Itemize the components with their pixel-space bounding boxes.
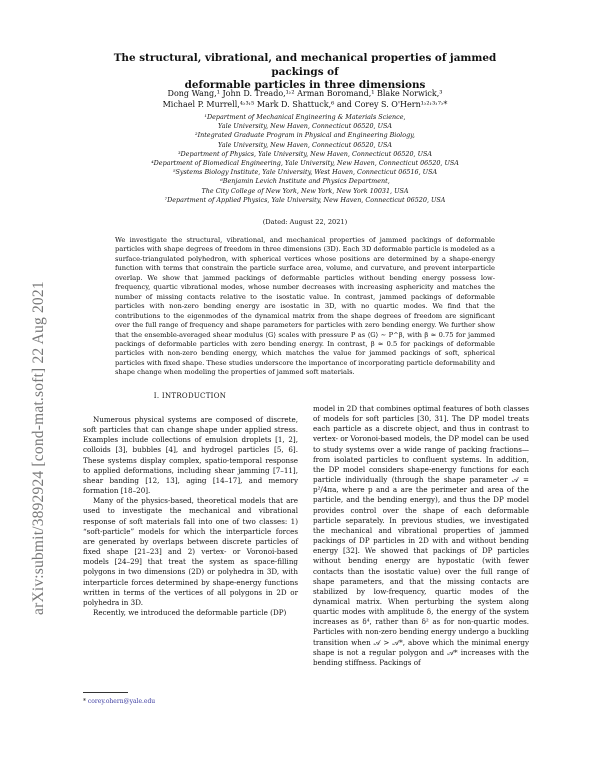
abstract: We investigate the structural, vibrational, and mechanical properties of jammed packings of deformable particles with shape degrees of freedom in three dimensions (3D). Each 3D deformable particle is modeled as a surface-triangulated polyhedron, with spherical vertices whose positions are determined by a shape-energy function with terms that constrain the particle surface area, volume, and curvature, and prevent interparticle overlap. We show that jammed packings of deformable particles without bending energy possess low-frequency, quartic vibrational modes, whose number decreases with increasing asphericity and matches the number of missing contacts relative to the isostatic value. In contrast, jammed packings of deformable particles with non-zero bending energy are isostatic in 3D, with no quartic modes. We find that the contributions to the eigenmodes of the dynamical matrix from the shape degrees of freedom are significant over the full range of frequency and shape parameters for particles with zero bending energy. We further show that the ensemble-averaged shear modulus ⟨G⟩ scales with pressure P as ⟨G⟩ ∼ P^β, with β ≈ 0.75 for jammed packings of deformable particles with zero bending energy. In contrast, β ≈ 0.5 for packings of deformable particles with non-zero bending energy, which matches the value for jammed packings of soft, spherical particles with fixed shape. These studies underscore the importance of incorporating particle deformability and shape change when modeling the properties of jammed soft materials. — [115, 236, 495, 377]
footnote-divider — [83, 692, 128, 693]
right-column — [313, 404, 529, 668]
paragraph: Many of the physics-based, theoretical models that are used to investigate the mechanical and vibrational response of soft materials fall into one of two classes: 1) “soft-particle” models for which the interparticle forces are generated by overlaps between discrete particles of fixed shape [21–23] and 2) vertex- or Voronoi-based models [24–29] that treat the system as space-filling polygons in two dimensions (2D) or polyhedra in 3D, with interparticle forces determined by shape-energy functions written in terms of the vertices of all polygons in 2D or polyhedra in 3D. — [83, 496, 298, 607]
affiliation-line: ⁵Systems Biology Institute, Yale University, West Haven, Connecticut 06516, USA — [172, 168, 438, 177]
affiliation-line: Yale University, New Haven, Connecticut 06520, USA — [218, 122, 392, 131]
affiliation-line: ⁴Department of Biomedical Engineering, Yale University, New Haven, Connecticut 06520, USA — [151, 159, 459, 168]
affiliation-line: ²Integrated Graduate Program in Physical and Engineering Biology, — [195, 131, 415, 140]
arxiv-identifier: arXiv:submit/3892924 [cond-mat.soft] 22 Aug 2021 — [30, 281, 47, 615]
paragraph: model in 2D that combines optimal features of both classes of models for soft particles [30, 31]. The DP model treats each particle as a discrete object, and thus in contrast to vertex- or Voronoi-based models, the DP model can be used to study systems over a wide range of packing fractions—from isolated particles to confluent systems. In addition, the DP model considers shape-energy functions for each particle individually (through the shape parameter 𝒜 = p²/4πa, where p and a are the perimeter and area of the particle, and the bending energy), and thus the DP model provides control over the shape of each deformable particle separately. In previous studies, we investigated the mechanical and vibrational properties of jammed packings of DP particles in 2D with and without bending energy [32]. We showed that packings of DP particles without bending energy are hypostatic (with fewer contacts than the isostatic value) over the full range of shape parameters, and that the missing contacts are stabilized by low-frequency, quartic modes of the dynamical matrix. When perturbing the system along quartic modes with amplitude δ, the energy of the system increases as δ⁴, rather than δ² as for non-quartic modes. Particles with non-zero bending energy undergo a buckling transition when 𝒜 > 𝒜*, above which the minimal energy shape is not a regular polygon and 𝒜* increases with the bending stiffness. Packings of — [313, 404, 529, 667]
affiliation-line: ⁶Benjamin Levich Institute and Physics Department, — [220, 177, 390, 186]
paper-title — [95, 52, 515, 93]
footnote-marker: * — [83, 698, 86, 705]
affiliation-line: ¹Department of Mechanical Engineering & Materials Science, — [204, 113, 406, 121]
arxiv-sidebar-stamp — [10, 215, 50, 615]
affiliation-line: ³Department of Physics, Yale University, New Haven, Connecticut 06520, USA — [178, 149, 432, 158]
affiliation-line: The City College of New York, New York, New York 10031, USA — [201, 186, 409, 195]
affiliation-line: Yale University, New Haven, Connecticut 06520, USA — [218, 140, 392, 149]
title-line-2: deformable particles in three dimensions — [184, 79, 426, 91]
paragraph: Numerous physical systems are composed of discrete, soft particles that can change shape under applied stress. Examples include collections of emulsion droplets [1, 2], colloids [3], bubbles [4], and hydrogel particles [5, 6]. These systems display complex, spatio-temporal response to applied deformations, including shear jamming [7–11], shear banding [12, 13], aging [14–17], and memory formation [18–20]. — [83, 415, 298, 496]
section-heading: I. INTRODUCTION — [153, 392, 227, 400]
affiliation-line: ⁷Department of Applied Physics, Yale University, New Haven, Connecticut 06520, USA — [164, 195, 446, 204]
footnote-email-link[interactable]: corey.ohern@yale.edu — [87, 698, 156, 705]
authors-line-2: Michael P. Murrell,⁴˒³˒⁵ Mark D. Shattuck,⁶ and Corey S. O'Hern¹˒²˒³˒⁷˒* — [162, 100, 448, 109]
authors-line-1: Dong Wang,¹ John D. Treado,¹˒² Arman Boromand,¹ Blake Norwick,³ — [167, 89, 443, 98]
dated-line: (Dated: August 22, 2021) — [262, 218, 348, 226]
footnote — [83, 698, 155, 705]
affiliations — [72, 113, 538, 205]
paragraph: Recently, we introduced the deformable particle (DP) — [93, 607, 287, 617]
title-line-1: The structural, vibrational, and mechanical properties of jammed packings of — [113, 52, 497, 78]
author-list — [80, 88, 530, 110]
left-column — [83, 415, 298, 618]
